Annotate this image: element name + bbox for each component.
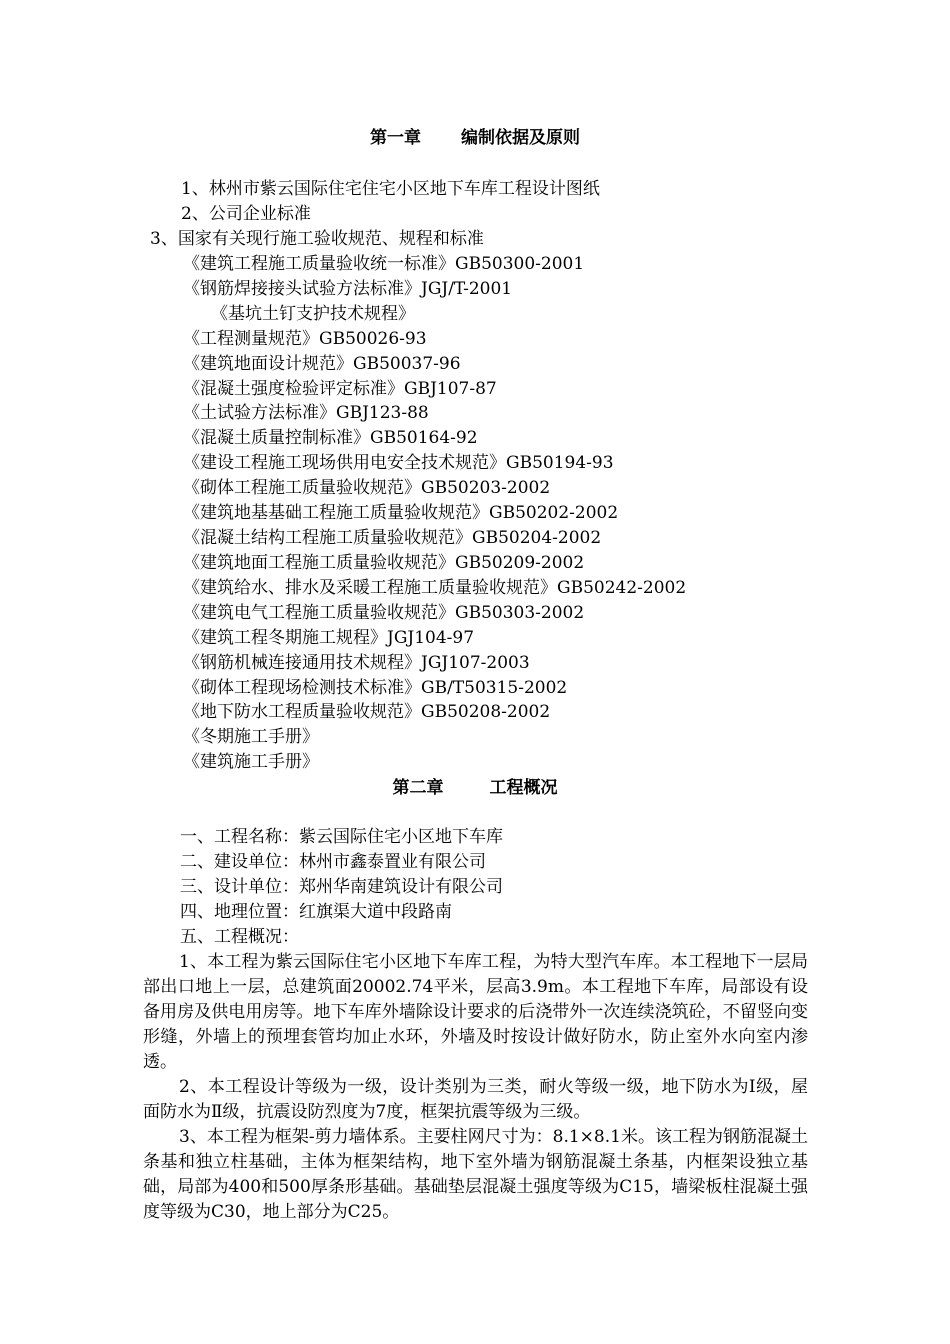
basis-item-2: 2、公司企业标准 bbox=[181, 204, 311, 224]
standard-item: 《土试验方法标准》GBJ123-88 bbox=[183, 403, 429, 423]
standard-item: 《建筑地面设计规范》GB50037-96 bbox=[183, 354, 461, 374]
standard-item: 《基坑土钉支护技术规程》 bbox=[211, 304, 415, 324]
location-line: 四、地理位置：红旗渠大道中段路南 bbox=[180, 902, 452, 922]
overview-paragraph-1: 1、本工程为紫云国际住宅小区地下车库工程，为特大型汽车库。本工程地下一层局部出口地上一层，总建筑面20002.74平米，层高3.9m。本工程地下车库，局部设有设备用房及供电用房等。地下车库外墙除设计要求的后浇带外一次连续浇筑砼，不留竖向变形缝，外墙上的预埋套管均加止水环，外墙及时按设计做好防水，防止室外水向室内渗透。 bbox=[143, 952, 808, 1072]
standard-item: 《建筑给水、排水及采暖工程施工质量验收规范》GB50242-2002 bbox=[183, 578, 687, 598]
standard-item: 《砌体工程现场检测技术标准》GB/T50315-2002 bbox=[183, 678, 568, 698]
chapter2-heading bbox=[0, 776, 950, 800]
chapter1-heading bbox=[0, 126, 950, 150]
standard-item: 《建筑工程施工质量验收统一标准》GB50300-2001 bbox=[183, 254, 585, 274]
chapter1-title: 编制依据及原则 bbox=[461, 128, 580, 148]
chapter1-label: 第一章 bbox=[370, 128, 421, 148]
standard-item: 《地下防水工程质量验收规范》GB50208-2002 bbox=[183, 702, 551, 722]
standard-item: 《混凝土强度检验评定标准》GBJ107-87 bbox=[183, 379, 497, 399]
overview-heading-line: 五、工程概况： bbox=[180, 927, 299, 947]
standard-item: 《建筑工程冬期施工规程》JGJ104-97 bbox=[183, 628, 475, 648]
standard-item: 《建筑地面工程施工质量验收规范》GB50209-2002 bbox=[183, 553, 585, 573]
standard-item: 《混凝土结构工程施工质量验收规范》GB50204-2002 bbox=[183, 528, 602, 548]
standard-item: 《建筑地基基础工程施工质量验收规范》GB50202-2002 bbox=[183, 503, 619, 523]
chapter2-title: 工程概况 bbox=[489, 778, 558, 798]
standard-item: 《建筑施工手册》 bbox=[183, 752, 319, 772]
standard-item: 《砌体工程施工质量验收规范》GB50203-2002 bbox=[183, 478, 551, 498]
client-line: 二、建设单位：林州市鑫泰置业有限公司 bbox=[180, 852, 486, 872]
basis-item-3: 3、国家有关现行施工验收规范、规程和标准 bbox=[150, 229, 484, 249]
basis-item-1: 1、林州市紫云国际住宅住宅小区地下车库工程设计图纸 bbox=[181, 179, 600, 199]
chapter2-label: 第二章 bbox=[392, 778, 444, 798]
standard-item: 《冬期施工手册》 bbox=[183, 727, 319, 747]
overview-paragraph-3: 3、本工程为框架-剪力墙体系。主要柱网尺寸为：8.1×8.1米。该工程为钢筋混凝土条基和独立柱基础，主体为框架结构，地下室外墙为钢筋混凝土条基，内框架设独立基础，局部为400和500厚条形基础。基础垫层混凝土强度等级为C15，墙梁板柱混凝土强度等级为C30，地上部分为C25。 bbox=[143, 1127, 808, 1222]
project-name-line: 一、工程名称：紫云国际住宅小区地下车库 bbox=[180, 827, 503, 847]
standard-item: 《工程测量规范》GB50026-93 bbox=[183, 329, 427, 349]
designer-line: 三、设计单位：郑州华南建筑设计有限公司 bbox=[180, 877, 503, 897]
overview-paragraph-2: 2、本工程设计等级为一级，设计类别为三类，耐火等级一级，地下防水为Ⅰ级，屋面防水为Ⅱ级，抗震设防烈度为7度，框架抗震等级为三级。 bbox=[143, 1077, 808, 1122]
standard-item: 《混凝土质量控制标准》GB50164-92 bbox=[183, 428, 478, 448]
standard-item: 《建设工程施工现场供用电安全技术规范》GB50194-93 bbox=[183, 453, 614, 473]
standard-item: 《钢筋机械连接通用技术规程》JGJ107-2003 bbox=[183, 653, 530, 673]
standard-item: 《建筑电气工程施工质量验收规范》GB50303-2002 bbox=[183, 603, 585, 623]
standard-item: 《钢筋焊接接头试验方法标准》JGJ/T-2001 bbox=[183, 279, 513, 299]
